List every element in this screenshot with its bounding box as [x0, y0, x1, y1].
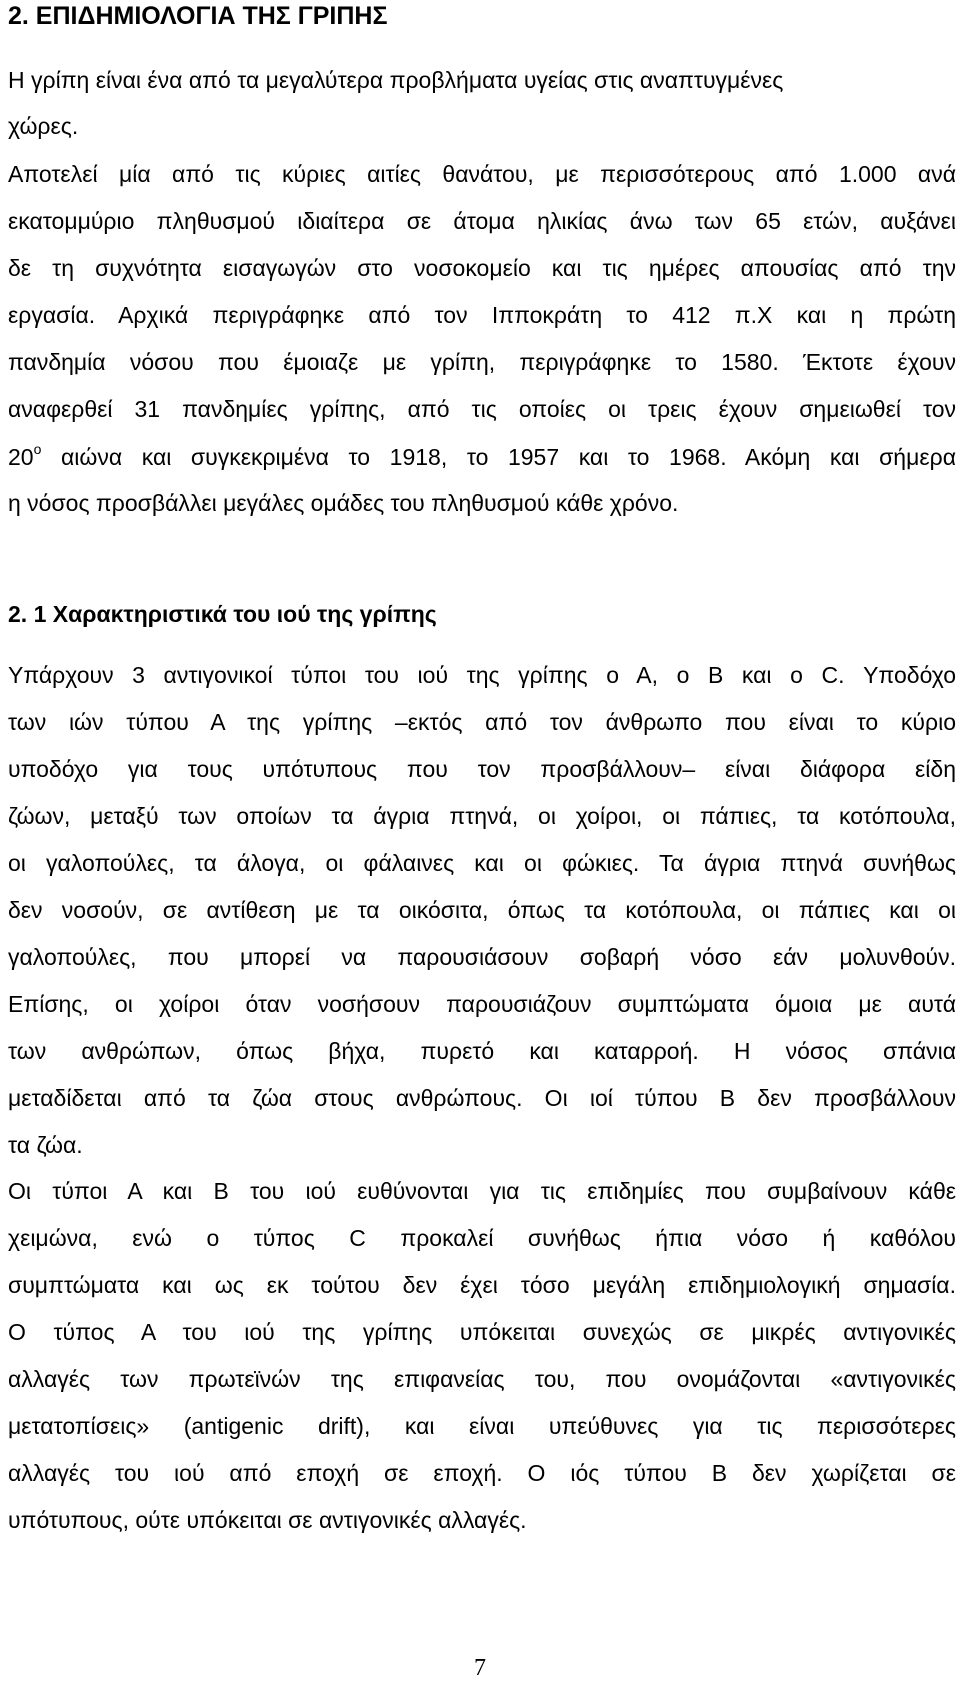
paragraph-line: Οι τύποι Α και Β του ιού ευθύνονται για τις επιδημίες που συμβαίνουν κάθε — [8, 1178, 956, 1204]
paragraph-line: εργασία. Αρχικά περιγράφηκε από τον Ιπποκράτη το 412 π.Χ και η πρώτη — [8, 302, 956, 328]
paragraph-line: μεταδίδεται από τα ζώα στους ανθρώπους. Οι ιοί τύπου Β δεν προσβάλλουν — [8, 1085, 956, 1111]
paragraph-line: δεν νοσούν, σε αντίθεση με τα οικόσιτα, όπως τα κοτόπουλα, οι πάπιες και οι — [8, 897, 956, 923]
paragraph-line: ζώων, μεταξύ των οποίων τα άγρια πτηνά, οι χοίροι, οι πάπιες, τα κοτόπουλα, — [8, 803, 956, 829]
paragraph-line: αλλαγές των πρωτεϊνών της επιφανείας του, που ονομάζονται «αντιγονικές — [8, 1366, 956, 1392]
paragraph-line: Υπάρχουν 3 αντιγονικοί τύποι του ιού της γρίπης ο Α, ο Β και ο C. Υποδόχο — [8, 662, 956, 688]
paragraph-line: χειμώνα, ενώ ο τύπος C προκαλεί συνήθως ήπια νόσο ή καθόλου — [8, 1225, 956, 1251]
paragraph-line: Αποτελεί μία από τις κύριες αιτίες θανάτου, με περισσότερους από 1.000 ανά — [8, 161, 956, 187]
paragraph-line: η νόσος προσβάλλει μεγάλες ομάδες του πληθυσμού κάθε χρόνο. — [8, 490, 679, 516]
century-rest: αιώνα και συγκεκριμένα το 1918, το 1957 και το 1968. Ακόμη και σήμερα — [41, 444, 956, 470]
paragraph-line: εκατομμύριο πληθυσμού ιδιαίτερα σε άτομα ηλικίας άνω των 65 ετών, αυξάνει — [8, 208, 956, 234]
subsection-title: 2. 1 Χαρακτηριστικά του ιού της γρίπης — [8, 601, 437, 627]
century-number: 20 — [8, 444, 34, 470]
paragraph-line: αναφερθεί 31 πανδημίες γρίπης, από τις οποίες οι τρεις έχουν σημειωθεί τον — [8, 396, 956, 422]
paragraph-line: μετατοπίσεις» (antigenic drift), και είναι υπεύθυνες για τις περισσότερες — [8, 1413, 956, 1439]
paragraph-line: χώρες. — [8, 113, 79, 139]
paragraph-line: τα ζώα. — [8, 1132, 83, 1158]
page-number: 7 — [474, 1655, 486, 1681]
paragraph-line: Η γρίπη είναι ένα από τα μεγαλύτερα προβλήματα υγείας στις αναπτυγμένες — [8, 67, 784, 93]
paragraph-line: αλλαγές του ιού από εποχή σε εποχή. Ο ιός τύπου Β δεν χωρίζεται σε — [8, 1460, 956, 1486]
paragraph-line: υπότυπους, ούτε υπόκειται σε αντιγονικές αλλαγές. — [8, 1507, 527, 1533]
paragraph-line: οι γαλοπούλες, τα άλογα, οι φάλαινες και οι φώκιες. Τα άγρια πτηνά συνήθως — [8, 850, 956, 876]
paragraph-line: των ανθρώπων, όπως βήχα, πυρετό και καταρροή. Η νόσος σπάνια — [8, 1038, 956, 1064]
century-superscript: ο — [33, 441, 42, 458]
paragraph-line: δε τη συχνότητα εισαγωγών στο νοσοκομείο και τις ημέρες απουσίας από την — [8, 255, 956, 281]
paragraph-line-century — [8, 443, 956, 471]
paragraph-line: συμπτώματα και ως εκ τούτου δεν έχει τόσο μεγάλη επιδημιολογική σημασία. — [8, 1272, 956, 1298]
paragraph-line: Ο τύπος Α του ιού της γρίπης υπόκειται συνεχώς σε μικρές αντιγονικές — [8, 1319, 956, 1345]
paragraph-line: των ιών τύπου Α της γρίπης –εκτός από τον άνθρωπο που είναι το κύριο — [8, 709, 956, 735]
paragraph-line: γαλοπούλες, που μπορεί να παρουσιάσουν σοβαρή νόσο εάν μολυνθούν. — [8, 944, 956, 970]
paragraph-line: πανδημία νόσου που έμοιαζε με γρίπη, περιγράφηκε το 1580. Έκτοτε έχουν — [8, 349, 956, 375]
paragraph-line: Επίσης, οι χοίροι όταν νοσήσουν παρουσιάζουν συμπτώματα όμοια με αυτά — [8, 991, 956, 1017]
section-title: 2. ΕΠΙΔΗΜΙΟΛΟΓΙΑ ΤΗΣ ΓΡΙΠΗΣ — [8, 2, 388, 30]
paragraph-line: υποδόχο για τους υπότυπους που τον προσβάλλουν– είναι διάφορα είδη — [8, 756, 956, 782]
